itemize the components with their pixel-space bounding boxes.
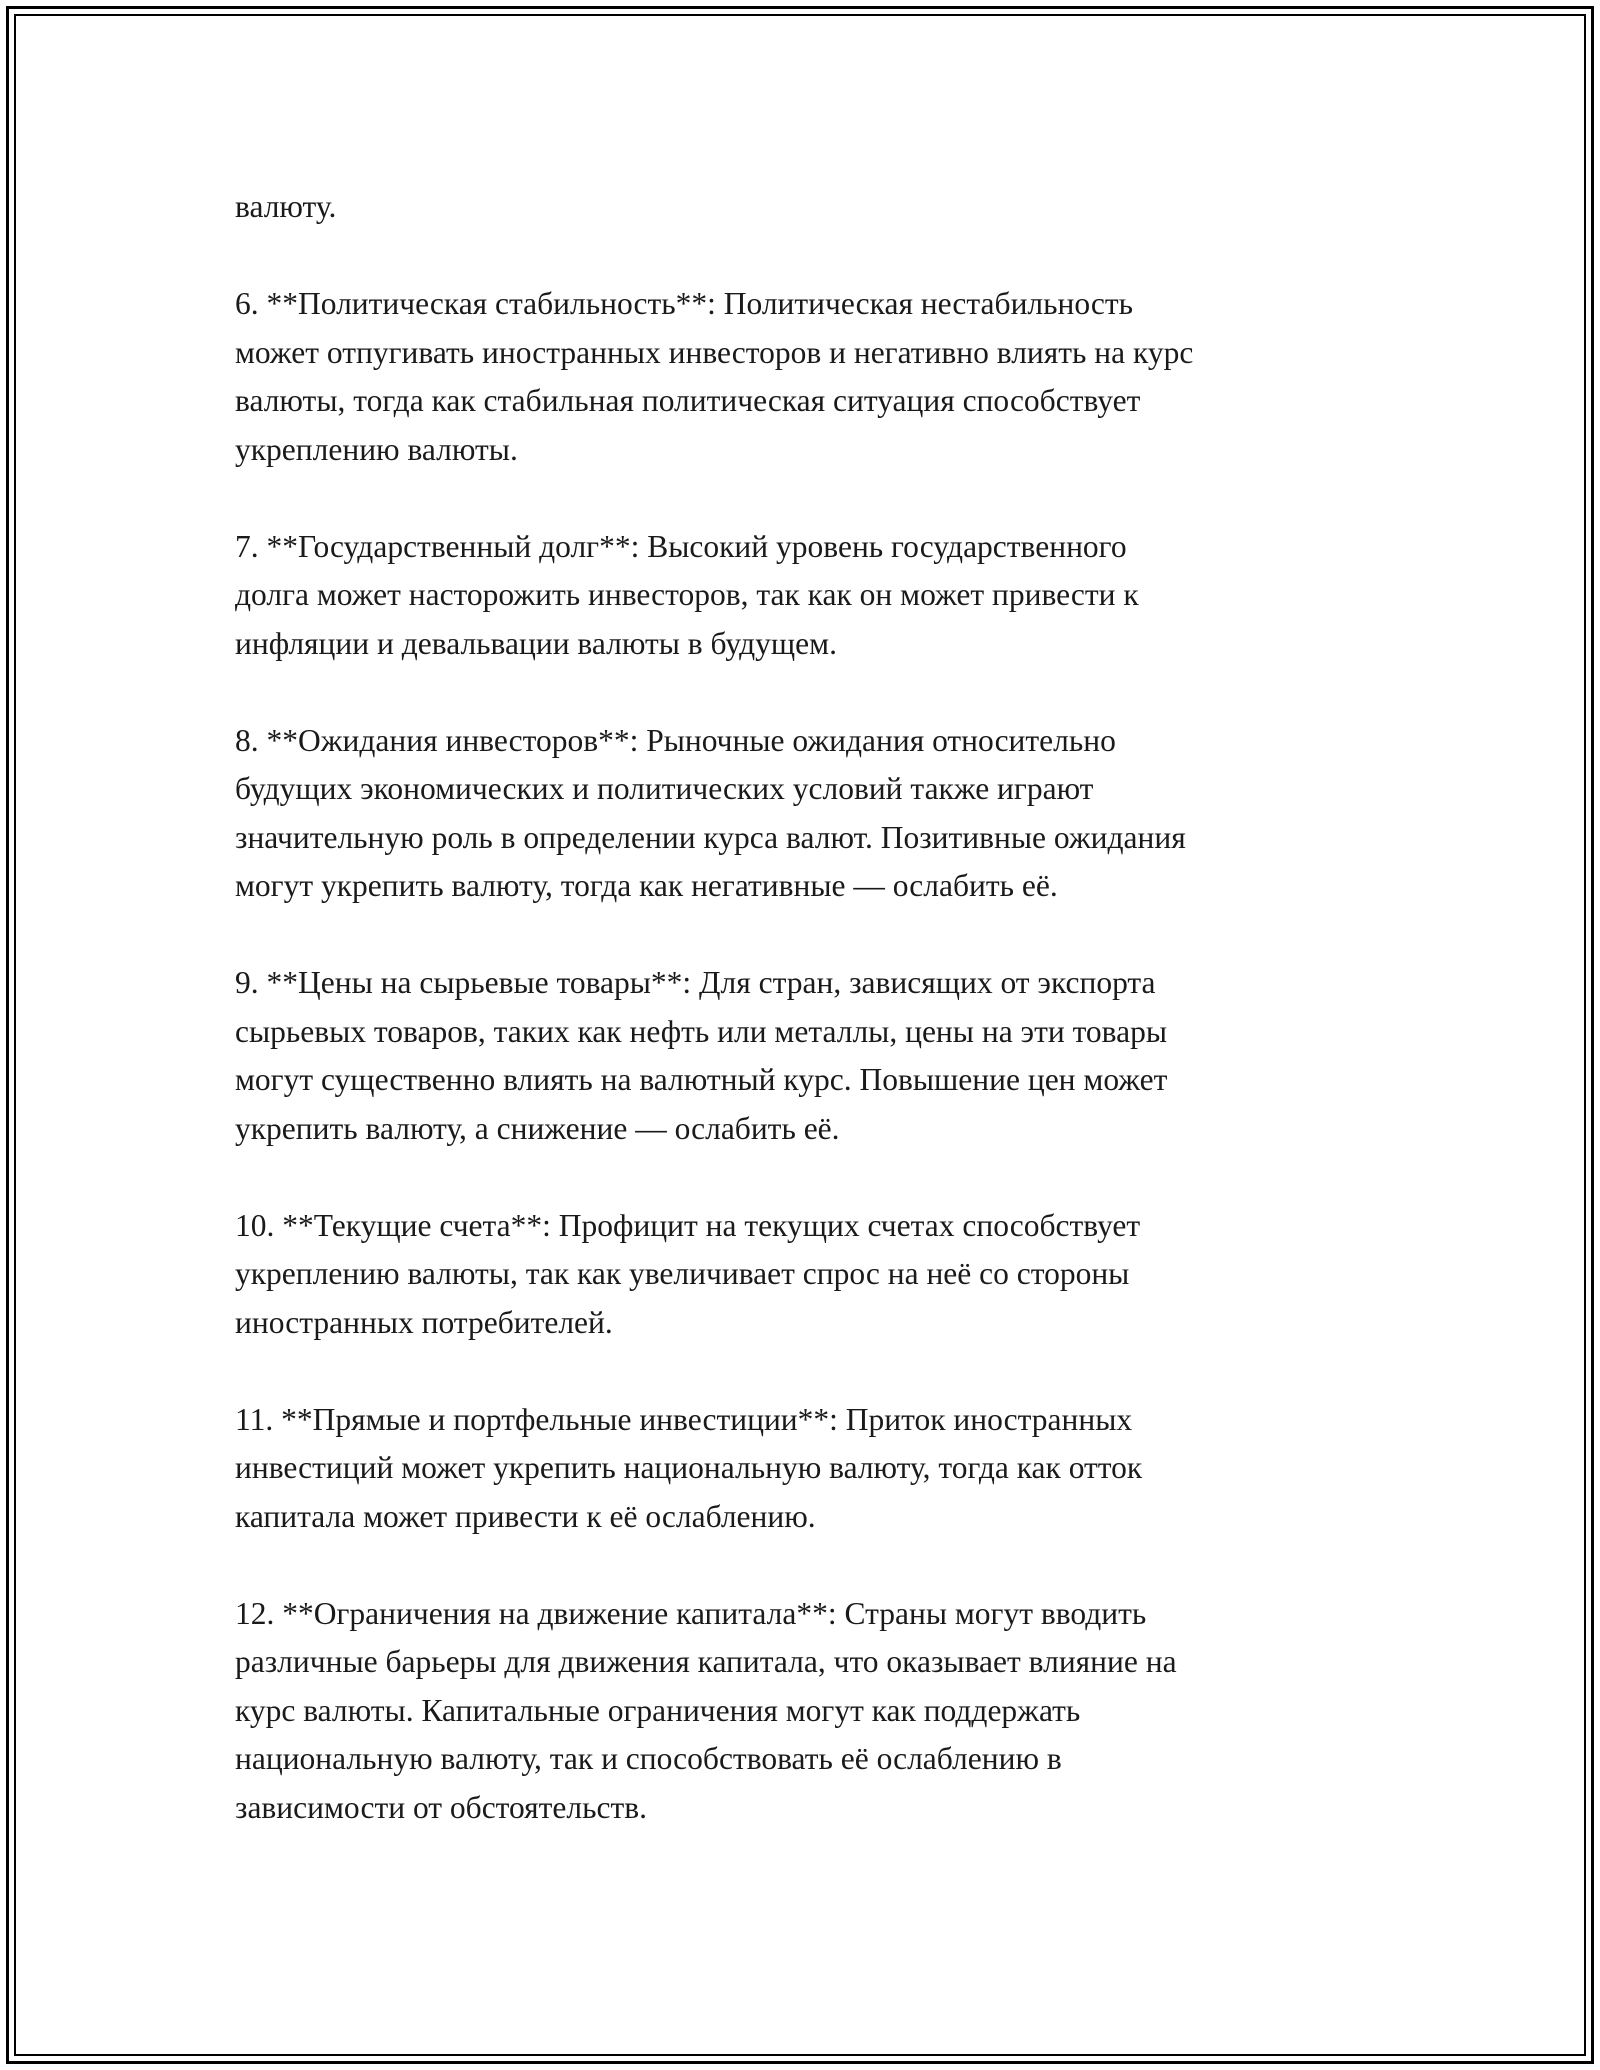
text-line: могут укрепить валюту, тогда как негативные — ослабить её. bbox=[235, 868, 1058, 903]
text-line: может отпугивать иностранных инвесторов и негативно влиять на курс bbox=[235, 334, 1194, 370]
document-body bbox=[235, 183, 1415, 1832]
list-item-9 bbox=[235, 959, 1415, 1153]
text-line: зависимости от обстоятельств. bbox=[235, 1789, 647, 1825]
text-line: валюты, тогда как стабильная политическая ситуация способствует bbox=[235, 383, 1141, 418]
text-line: 9. **Цены на сырьевые товары**: Для стран, зависящих от экспорта bbox=[235, 965, 1156, 1000]
text-line: капитала может привести к её ослаблению. bbox=[235, 1498, 816, 1534]
text-line: иностранных потребителей. bbox=[235, 1304, 613, 1340]
text-line: инфляции и девальвации валюты в будущем. bbox=[235, 625, 837, 661]
text-line: укреплению валюты. bbox=[235, 431, 518, 467]
text-line: сырьевых товаров, таких как нефть или металлы, цены на эти товары bbox=[235, 1013, 1168, 1049]
text-line: курс валюты. Капитальные ограничения могут как поддержать bbox=[235, 1692, 1081, 1728]
list-item-8 bbox=[235, 717, 1415, 911]
text-line: могут существенно влиять на валютный курс. Повышение цен может bbox=[235, 1062, 1168, 1097]
text-line: укрепить валюту, а снижение — ослабить её. bbox=[235, 1110, 840, 1146]
text-line: валюту. bbox=[235, 189, 337, 224]
list-item-10 bbox=[235, 1202, 1415, 1348]
text-line: национальную валюту, так и способствовать её ослаблению в bbox=[235, 1741, 1062, 1776]
text-line: инвестиций может укрепить национальную валюту, тогда как отток bbox=[235, 1450, 1143, 1485]
text-line: будущих экономических и политических условий также играют bbox=[235, 771, 1094, 806]
text-line: 6. **Политическая стабильность**: Политическая нестабильность bbox=[235, 286, 1134, 321]
list-item-12 bbox=[235, 1590, 1415, 1833]
text-line: долга может насторожить инвесторов, так как он может привести к bbox=[235, 577, 1139, 612]
text-line: 7. **Государственный долг**: Высокий уровень государственного bbox=[235, 528, 1127, 564]
list-item-7 bbox=[235, 523, 1415, 669]
list-item-11 bbox=[235, 1396, 1415, 1542]
text-line: 11. **Прямые и портфельные инвестиции**: Приток иностранных bbox=[235, 1401, 1133, 1437]
text-line: 10. **Текущие счета**: Профицит на текущих счетах способствует bbox=[235, 1207, 1141, 1243]
text-line: различные барьеры для движения капитала, что оказывает влияние на bbox=[235, 1644, 1177, 1679]
text-line: укреплению валюты, так как увеличивает спрос на неё со стороны bbox=[235, 1256, 1130, 1291]
text-line: 8. **Ожидания инвесторов**: Рыночные ожидания относительно bbox=[235, 722, 1116, 758]
text-line: 12. **Ограничения на движение капитала**: Страны могут вводить bbox=[235, 1595, 1147, 1631]
list-item-6 bbox=[235, 280, 1415, 474]
paragraph-continuation bbox=[235, 183, 1415, 232]
text-line: значительную роль в определении курса валют. Позитивные ожидания bbox=[235, 819, 1186, 855]
